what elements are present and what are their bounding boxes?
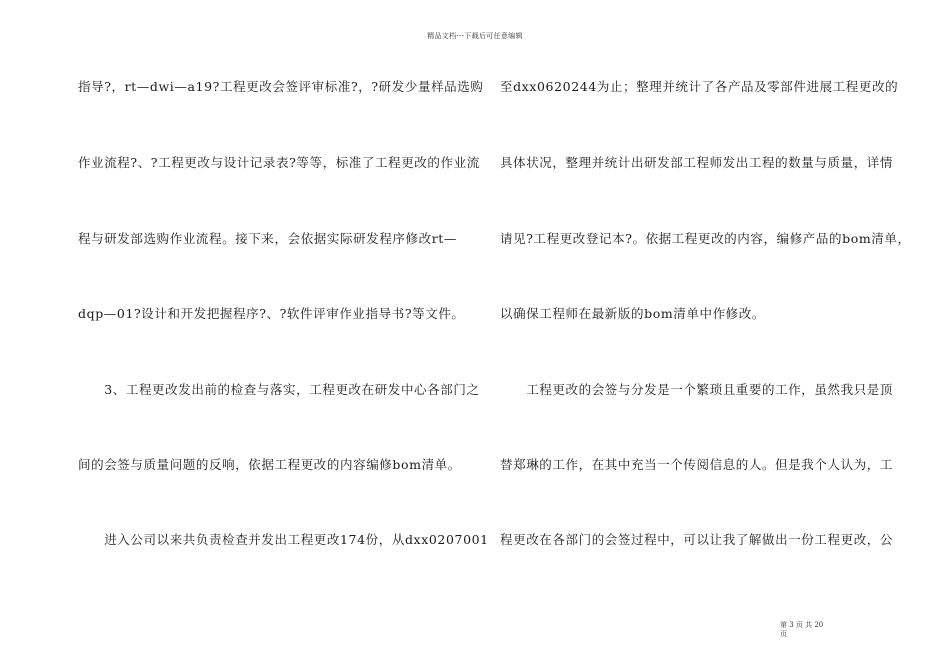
body-text-line: 替郑琳的工作，在其中充当一个传阅信息的人。但是我个人认为，工 (500, 457, 894, 472)
body-text-line: 至dxx0620244为止；整理并统计了各产品及零部件进展工程更改的 (500, 79, 899, 94)
body-text-line: 程更改在各部门的会签过程中，可以让我了解做出一份工程更改，公 (500, 532, 894, 547)
body-text-line: 作业流程?、?工程更改与设计记录表?等等，标准了工程更改的作业流 (78, 155, 480, 170)
body-text-line: 指导?，rt—dwi—a19?工程更改会签评审标准?，?研发少量样品选购 (78, 79, 484, 94)
page-number-suffix: 页 (780, 630, 787, 638)
body-text-line: 工程更改的会签与分发是一个繁琐且重要的工作，虽然我只是顶 (500, 382, 894, 397)
body-text-line: 程与研发部选购作业流程。接下来，会依据实际研发程序修改rt— (78, 231, 457, 246)
page-header: 精品文档---下载后可任意编辑 (427, 32, 523, 40)
page-number (780, 621, 823, 639)
body-text-line: 请见?工程更改登记本?。依据工程更改的内容，编修产品的bom清单， (500, 231, 911, 246)
body-text-line: 间的会签与质量问题的反响，依据工程更改的内容编修bom清单。 (78, 457, 461, 472)
page-number-text: 第 3 页 共 20 (780, 621, 824, 629)
body-text-line: 具体状况，整理并统计出研发部工程师发出工程的数量与质量，详情 (500, 155, 894, 170)
body-text-line: 3、工程更改发出前的检查与落实，工程更改在研发中心各部门之 (78, 382, 480, 397)
body-text-line: 进入公司以来共负责检查并发出工程更改174份，从dxx0207001 (78, 532, 489, 547)
body-text-line: 以确保工程师在最新版的bom清单中作修改。 (500, 306, 765, 321)
body-text-line: dqp—01?设计和开发把握程序?、?软件评审作业指导书?等文件。 (78, 306, 465, 321)
